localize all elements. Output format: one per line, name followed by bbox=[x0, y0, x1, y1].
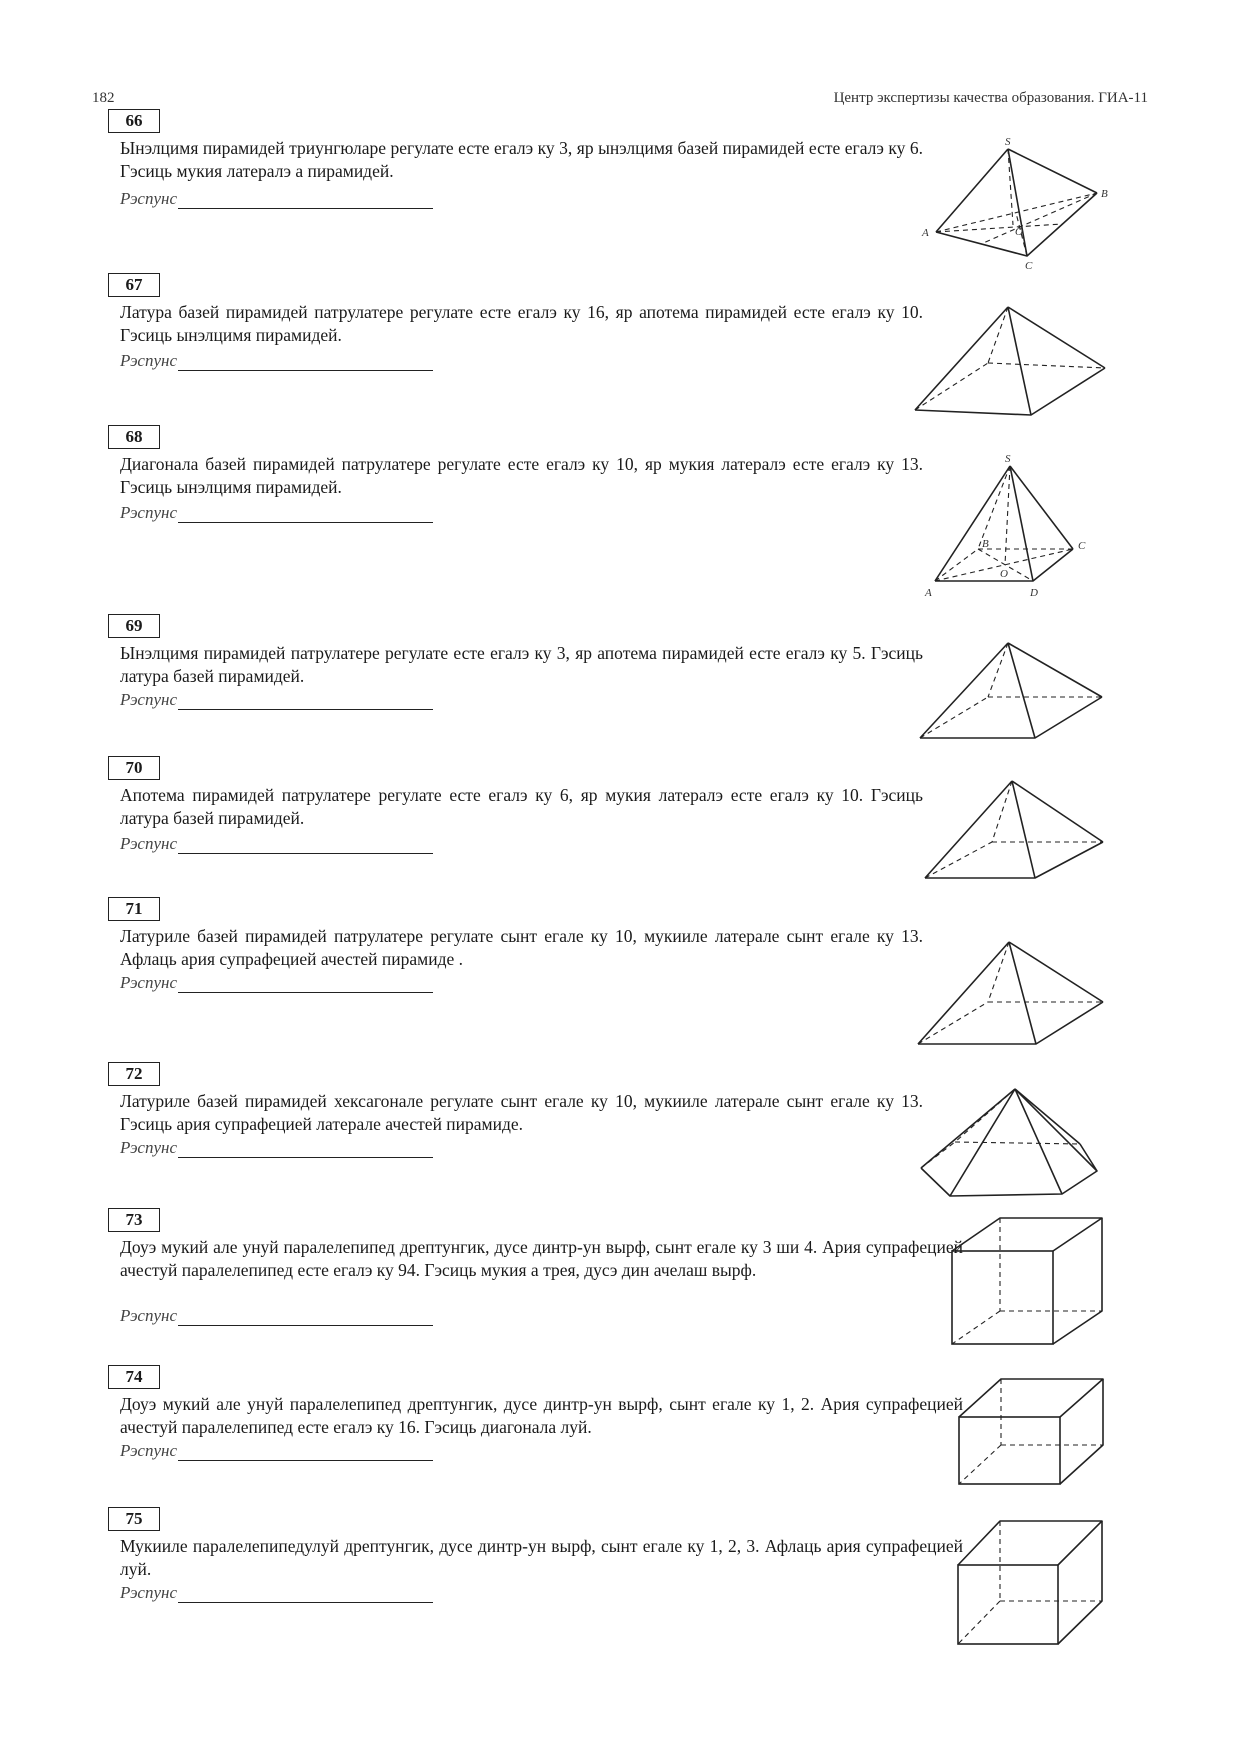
answer-line[interactable] bbox=[178, 1309, 433, 1326]
figure-square-pyramid-labeled bbox=[920, 450, 1135, 600]
vertex-label-d: D bbox=[1030, 587, 1038, 599]
problem-number: 70 bbox=[108, 756, 160, 780]
vertex-label-o: O bbox=[1015, 226, 1023, 238]
page-number: 182 bbox=[92, 90, 115, 106]
answer-field[interactable] bbox=[120, 1441, 433, 1461]
answer-line[interactable] bbox=[178, 506, 433, 523]
answer-line[interactable] bbox=[178, 837, 433, 854]
problem-number: 68 bbox=[108, 425, 160, 449]
problem-text: Латура базей пирамидей патрулатере регулате есте егалэ ку 16, яр апотема пирамидей есте егалэ ку 10. Гэсиць ынэлцимя пирамидей. bbox=[120, 302, 923, 345]
problem-text: Диагонала базей пирамидей патрулатере регулате есте егалэ ку 10, яр мукия латералэ есте егалэ ку 13. Гэсиць ынэлцимя пирамидей. bbox=[120, 454, 923, 497]
answer-field[interactable] bbox=[120, 503, 433, 523]
vertex-label-o: O bbox=[1000, 568, 1008, 580]
problem-text: Апотема пирамидей патрулатере регулате есте егалэ ку 6, яр мукия латералэ есте егалэ ку 10. Гэсиць латура базей пирамидей. bbox=[120, 785, 923, 828]
problem-number: 71 bbox=[108, 897, 160, 921]
problem-text: Мукииле паралелепипедулуй дрептунгик, дусе динтр-ун вырф, сынт егале ку 1, 2, 3. Афлаць ария супрафецией луй. bbox=[120, 1536, 963, 1579]
answer-field[interactable] bbox=[120, 1306, 433, 1326]
answer-line[interactable] bbox=[178, 192, 433, 209]
answer-label: Рэспунс bbox=[120, 1441, 177, 1460]
answer-label: Рэспунс bbox=[120, 1306, 177, 1325]
figure-square-pyramid bbox=[910, 300, 1130, 425]
problem-text: Ынэлцимя пирамидей триунгюларе регулате есте егалэ ку 3, яр ынэлцимя базей пирамидей есте егалэ ку 6. Гэсиць мукия латералэ а пирамидей. bbox=[120, 138, 923, 181]
problem-number: 69 bbox=[108, 614, 160, 638]
vertex-label-a: A bbox=[925, 587, 932, 599]
problem-text: Доуэ мукий але унуй паралелепипед дрептунгик, дусе динтр-ун вырф, сынт егале ку 3 ши 4. Ария супрафецией ачестуй паралелепипед есте егалэ ку 94. Гэсиць мукия а трея, дусэ дин ачелаш вырф. bbox=[120, 1237, 963, 1280]
answer-line[interactable] bbox=[178, 693, 433, 710]
answer-field[interactable] bbox=[120, 973, 433, 993]
answer-line[interactable] bbox=[178, 1141, 433, 1158]
problem-text: Доуэ мукий але унуй паралелепипед дрептунгик, дусе динтр-ун вырф, сынт егале ку 1, 2. Ария супрафецией ачестуй паралелепипед есте егалэ ку 16. Гэсиць диагонала луй. bbox=[120, 1394, 963, 1437]
problem-number: 75 bbox=[108, 1507, 160, 1531]
answer-label: Рэспунс bbox=[120, 189, 177, 208]
vertex-label-s: S bbox=[1005, 136, 1011, 148]
page-header-title: Центр экспертизы качества образования. ГИА-11 bbox=[833, 90, 1148, 106]
answer-line[interactable] bbox=[178, 1586, 433, 1603]
vertex-label-c: C bbox=[1078, 540, 1086, 552]
answer-label: Рэспунс bbox=[120, 1138, 177, 1157]
problem-text: Латуриле базей пирамидей хексагонале регулате сынт егале ку 10, мукииле латерале сынт егале ку 13. Гэсиць ария супрафецией латерале ачестей пирамиде. bbox=[120, 1091, 923, 1134]
answer-field[interactable] bbox=[120, 834, 433, 854]
answer-field[interactable] bbox=[120, 690, 433, 710]
answer-field[interactable] bbox=[120, 351, 433, 371]
figure-rectangular-box bbox=[955, 1518, 1135, 1648]
answer-line[interactable] bbox=[178, 976, 433, 993]
vertex-label-b: B bbox=[982, 538, 989, 550]
figure-square-pyramid bbox=[915, 635, 1130, 750]
problem-number: 66 bbox=[108, 109, 160, 133]
problem-number: 67 bbox=[108, 273, 160, 297]
answer-label: Рэспунс bbox=[120, 1583, 177, 1602]
vertex-label-c: C bbox=[1025, 260, 1033, 272]
problem-number: 74 bbox=[108, 1365, 160, 1389]
answer-label: Рэспунс bbox=[120, 503, 177, 522]
answer-label: Рэспунс bbox=[120, 834, 177, 853]
answer-label: Рэспунс bbox=[120, 690, 177, 709]
answer-label: Рэспунс bbox=[120, 351, 177, 370]
vertex-label-a: A bbox=[922, 227, 929, 239]
answer-field[interactable] bbox=[120, 1583, 433, 1603]
answer-field[interactable] bbox=[120, 189, 433, 209]
vertex-label-b: B bbox=[1101, 188, 1108, 200]
figure-square-pyramid bbox=[920, 775, 1130, 890]
problem-text: Ынэлцимя пирамидей патрулатере регулате есте егалэ ку 3, яр апотема пирамидей есте егалэ ку 5. Гэсиць латура базей пирамидей. bbox=[120, 643, 923, 686]
figure-rectangular-box bbox=[945, 1215, 1130, 1350]
answer-line[interactable] bbox=[178, 1444, 433, 1461]
vertex-label-s: S bbox=[1005, 453, 1011, 465]
figure-triangular-pyramid bbox=[915, 135, 1135, 272]
figure-hexagonal-pyramid bbox=[915, 1080, 1135, 1205]
problem-number: 73 bbox=[108, 1208, 160, 1232]
answer-label: Рэспунс bbox=[120, 973, 177, 992]
figure-square-pyramid bbox=[915, 935, 1130, 1055]
problem-number: 72 bbox=[108, 1062, 160, 1086]
answer-field[interactable] bbox=[120, 1138, 433, 1158]
problem-text: Латуриле базей пирамидей патрулатере регулате сынт егале ку 10, мукииле латерале сынт егале ку 13. Афлаць ария супрафецией ачестей пирамиде . bbox=[120, 926, 923, 969]
figure-rectangular-box bbox=[955, 1375, 1135, 1490]
answer-line[interactable] bbox=[178, 354, 433, 371]
